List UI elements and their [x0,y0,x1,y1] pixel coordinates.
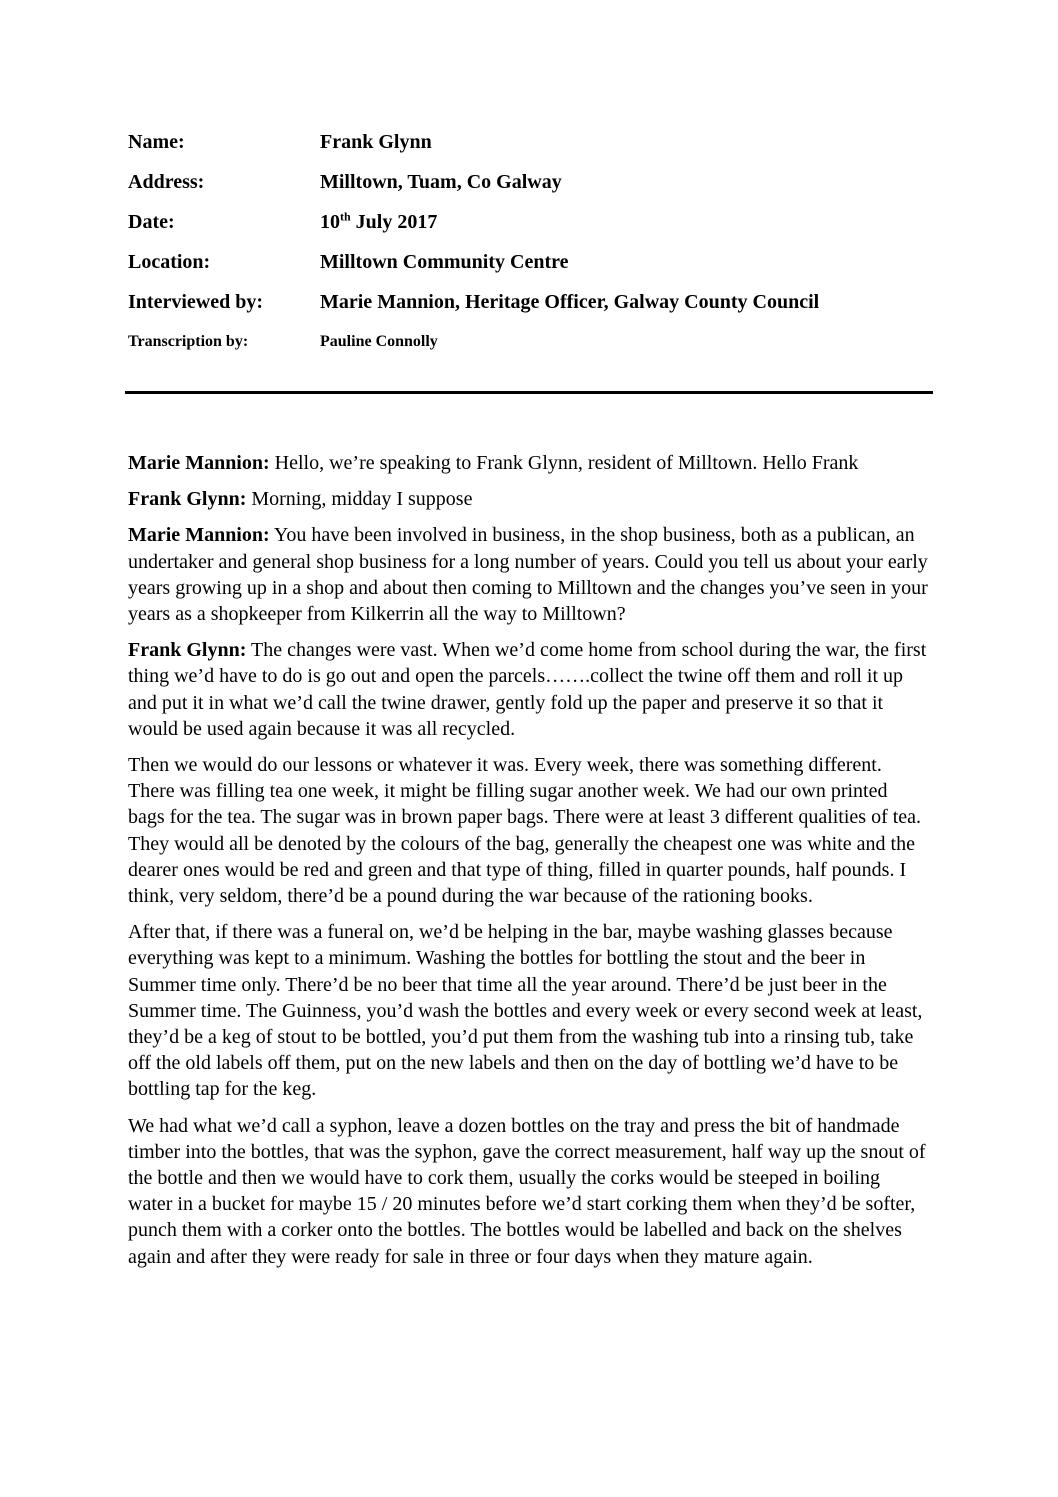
meta-row-date [128,208,928,236]
transcript-paragraph [128,1113,928,1270]
name-label: Name: [128,131,185,153]
location-value: Milltown Community Centre [320,251,569,273]
speech-text: Hello, we’re speaking to Frank Glynn, resident of Milltown. Hello Frank [269,452,859,474]
transcriber-value: Pauline Connolly [320,333,438,350]
speech-text: We had what we’d call a syphon, leave a dozen bottles on the tray and press the bit of handmade timber into the bottles, that was the syphon, gave the correct measurement, half way up the snout of the bottle and then we would have to cork them, usually the corks would be steeped in boiling water in a bucket for maybe 15 / 20 minutes before we’d start corking them when they’d be softer, punch them with a corker onto the bottles. The bottles would be labelled and back on the shelves again and after they were ready for sale in three or four days when they mature again. [128,1114,926,1268]
transcript-paragraph [128,450,928,476]
date-label: Date: [128,211,175,233]
speech-text: After that, if there was a funeral on, we’d be helping in the bar, maybe washing glasses because everything was kept to a minimum. Washing the bottles for bottling the stout and the beer in Summer time only. There’d be no beer that time all the year around. There’d be just beer in the Summer time. The Guinness, you’d wash the bottles and every week or every second week at least, they’d be a keg of stout to be bottled, you’d put them from the washing tub into a rinsing tub, take off the old labels off them, put on the new labels and then on the day of bottling we’d have to be bottling tap for the keg. [128,921,923,1101]
location-label: Location: [128,251,211,273]
speaker-name: Marie Mannion: [128,452,270,474]
transcript-paragraph [128,919,928,1102]
header-divider [125,391,933,394]
meta-row-address [128,168,928,196]
transcript-body [128,450,928,1280]
date-day: 10 [320,211,340,233]
speech-text: Then we would do our lessons or whatever it was. Every week, there was something different. There was filling tea one week, it might be filling sugar another week. We had our own printed bags for the tea. The sugar was in brown paper bags. There were at least 3 different qualities of tea. They would all be denoted by the colours of the bag, generally the cheapest one was white and the dearer ones would be red and green and that type of thing, filled in quarter pounds, half pounds. I think, very seldom, there’d be a pound during the war because of the rationing books. [128,754,922,908]
date-value [320,208,437,236]
meta-row-transcriber [128,328,928,356]
speech-text: You have been involved in business, in the shop business, both as a publican, an undertaker and general shop business for a long number of years. Could you tell us about your early years growing up in a shop and about then coming to Milltown and the changes you’ve seen in your years as a shopkeeper from Kilkerrin all the way to Milltown? [128,524,928,626]
address-label: Address: [128,171,205,193]
interviewer-value: Marie Mannion, Heritage Officer, Galway County Council [320,291,820,313]
date-month-year: July 2017 [350,211,438,233]
speaker-name: Frank Glynn: [128,639,247,662]
speech-text: Morning, midday I suppose [246,488,473,511]
transcript-paragraph [128,522,928,627]
interviewer-label: Interviewed by: [128,291,263,313]
interview-metadata [128,128,928,356]
meta-row-location [128,248,928,276]
transcriber-label: Transcription by: [128,333,249,350]
date-ordinal-suffix: th [340,209,351,224]
name-value: Frank Glynn [320,131,432,153]
speaker-name: Frank Glynn: [128,488,247,511]
transcript-paragraph [128,486,928,512]
transcript-paragraph [128,637,928,742]
speaker-name: Marie Mannion: [128,524,270,547]
meta-row-name [128,128,928,156]
meta-row-interviewer [128,288,928,316]
address-value: Milltown, Tuam, Co Galway [320,171,562,193]
transcript-paragraph [128,752,928,909]
speech-text: The changes were vast. When we’d come home from school during the war, the first thing we’d have to do is go out and open the parcels…….collect the twine off them and roll it up and put it in what we’d call the twine drawer, gently fold up the paper and preserve it so that it would be used again because it was all recycled. [128,639,927,740]
